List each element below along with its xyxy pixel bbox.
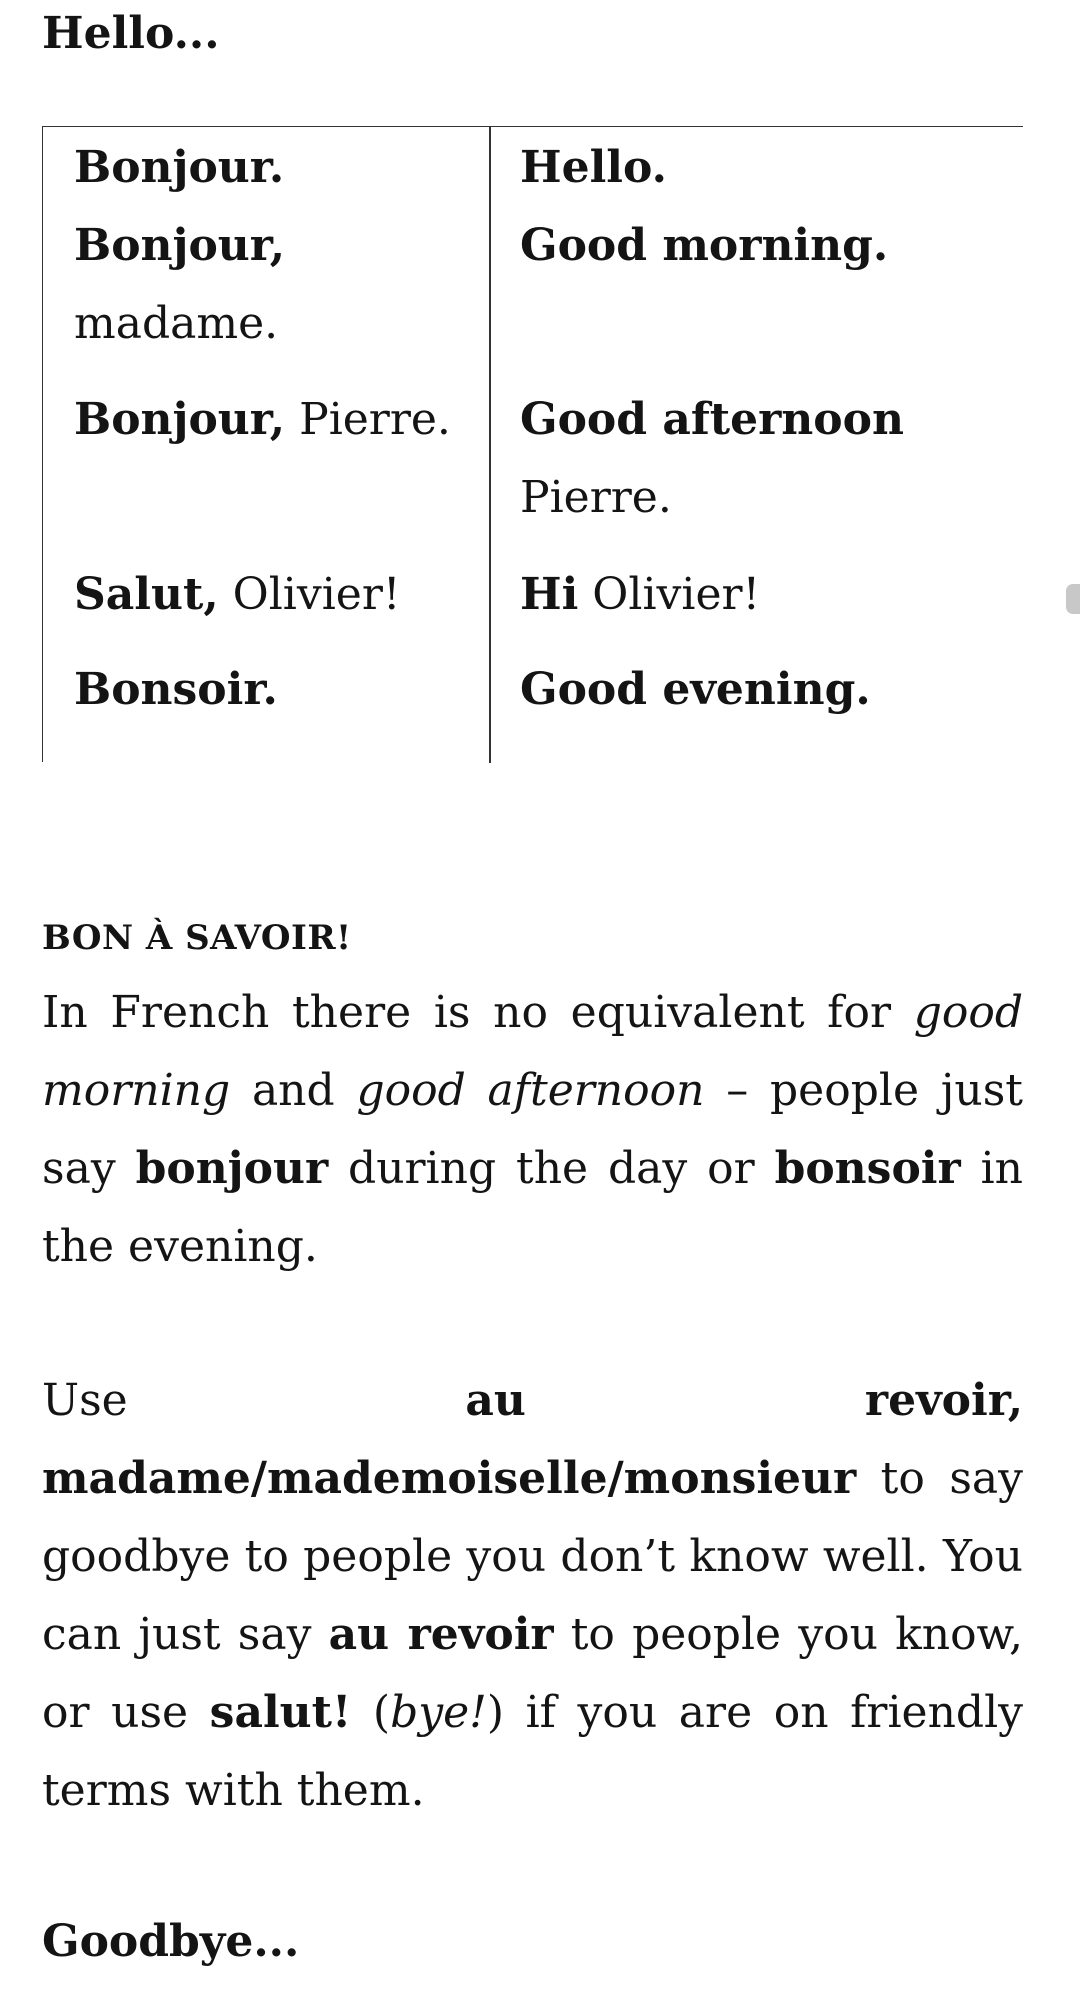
- table-row-5-english: [520, 651, 1010, 729]
- table-row-2-english: [520, 207, 1010, 285]
- english-phrase: Good morning.: [520, 220, 889, 271]
- table-row-2-french: [74, 207, 474, 363]
- french-phrase: Bonjour,: [74, 220, 286, 271]
- tip-paragraph-2: Use au revoir, madame/mademoiselle/monsieur to say goodbye to people you don’t know well. You can just say au revoir to people you know, or use salut! (bye!) if you are on friendly terms with them.: [42, 1375, 1024, 1816]
- english-phrase: Hi: [520, 569, 579, 620]
- english-phrase: Good evening.: [520, 664, 871, 715]
- phrase-table: [42, 126, 1023, 762]
- french-phrase-name: Pierre.: [299, 394, 451, 445]
- english-phrase-name: Pierre.: [520, 472, 672, 523]
- table-row-1-french: [74, 129, 474, 207]
- table-row-1-english: [520, 129, 1010, 207]
- table-row-3-french: [74, 381, 474, 459]
- table-row-3-english: [520, 381, 1010, 537]
- english-phrase: Hello.: [520, 142, 667, 193]
- table-column-divider: [489, 127, 491, 763]
- french-phrase: Bonjour.: [74, 142, 285, 193]
- french-phrase-name: Olivier!: [232, 569, 401, 620]
- table-row-5-french: [74, 651, 474, 729]
- scroll-handle[interactable]: [1066, 584, 1080, 614]
- english-phrase-name: Olivier!: [592, 569, 761, 620]
- tip-heading: BON À SAVOIR!: [42, 918, 352, 958]
- french-phrase: Bonsoir.: [74, 664, 278, 715]
- goodbye-heading: Goodbye...: [42, 1916, 300, 1967]
- table-row-4-english: [520, 556, 1010, 634]
- table-row-4-french: [74, 556, 474, 634]
- english-phrase: Good afternoon: [520, 394, 904, 445]
- french-phrase: Bonjour,: [74, 394, 286, 445]
- tip-paragraph-1: In French there is no equivalent for good morning and good afternoon – people just say bonjour during the day or bonsoir in the evening.: [42, 987, 1023, 1272]
- french-phrase: Salut,: [74, 569, 219, 620]
- french-phrase-name: madame.: [74, 298, 279, 349]
- hello-heading: Hello...: [42, 8, 220, 59]
